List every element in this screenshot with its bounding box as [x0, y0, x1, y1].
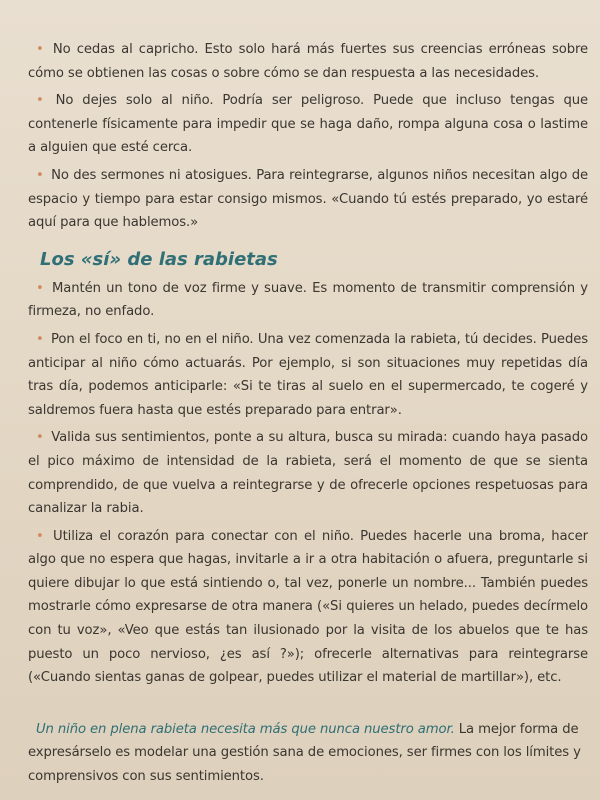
closing-text: La mejor forma de expresárselo es modelar una gestión sana de emociones, ser firmes con los límites y comprensivos con sus sentimientos.	[28, 721, 581, 785]
section-bullet-text: Valida sus sentimientos, ponte a su altura, busca su mirada: cuando haya pasado el pico máximo de intensidad de la rabieta, será el momento de que se sienta comprendido, de que vuelva a reintegrarse y de ofrecerle opciones respetuosas para canalizar la rabia.	[28, 430, 589, 517]
bullet-icon: •	[36, 93, 44, 109]
section-bullet-4	[28, 525, 588, 690]
intro-bullet-1	[28, 38, 588, 85]
section-bullet-text: Mantén un tono de voz firme y suave. Es momento de transmitir comprensión y firmeza, no enfado.	[28, 280, 589, 320]
intro-bullet-text: No des sermones ni atosigues. Para reintegrarse, algunos niños necesitan algo de espacio y tiempo para estar consigo mismos. «Cuando tú estés preparado, yo estaré aquí para que hablemos.»	[28, 167, 588, 231]
intro-bullet-text: No cedas al capricho. Esto solo hará más fuertes sus creencias erróneas sobre cómo se obtienen las cosas o sobre cómo se dan respuesta a las necesidades.	[28, 42, 589, 81]
bullet-icon: •	[36, 42, 44, 57]
section-bullet-1	[28, 277, 588, 324]
book-page	[28, 38, 588, 793]
bullet-icon: •	[36, 331, 44, 347]
intro-bullet-3	[28, 164, 588, 235]
section-heading: Los «sí» de las rabietas	[40, 248, 278, 270]
section-bullet-text: Utiliza el corazón para conectar con el niño. Puedes hacerle una broma, hacer algo que no espera que hagas, invitarle a ir a otra habitación o afuera, preguntarle si quiere dibujar lo que está sintiendo o, tal vez, ponerle un nombre... También puedes mostrarle cómo expresarse de otra manera («Si quieres un helado, puedes decírmelo con tu voz», «Veo que estás tan ilusionado por la visita de los abuelos que te has puesto un poco nervioso, ¿es así ?»); ofrecerle alternativas para reintegrarse («Cuando sientas ganas de golpear, puedes utilizar el material de martillar»), etc.	[28, 528, 588, 686]
closing-highlight: Un niño en plena rabieta necesita más que nunca nuestro amor.	[36, 721, 455, 737]
section-bullet-3	[28, 426, 588, 520]
bullet-icon: •	[36, 528, 44, 544]
intro-bullet-text: No dejes solo al niño. Podría ser peligroso. Puede que incluso tengas que contenerle físicamente para impedir que se haga daño, rompa alguna cosa o lastime a alguien que esté cerca.	[28, 93, 588, 156]
intro-bullet-2	[28, 89, 588, 160]
section-bullet-text: Pon el foco en ti, no en el niño. Una vez comenzada la rabieta, tú decides. Puedes anticipar al niño cómo actuarás. Por ejemplo, si son situaciones muy repetidas día tras día, podemos anticiparle: «Si te tiras al suelo en el supermercado, te cogeré y saldremos fuera hasta que estés preparado para entrar».	[28, 331, 588, 418]
closing-paragraph	[28, 718, 588, 789]
bullet-icon: •	[36, 280, 44, 296]
section-bullet-2	[28, 328, 588, 422]
bullet-icon: •	[36, 167, 44, 183]
bullet-icon: •	[36, 430, 44, 446]
